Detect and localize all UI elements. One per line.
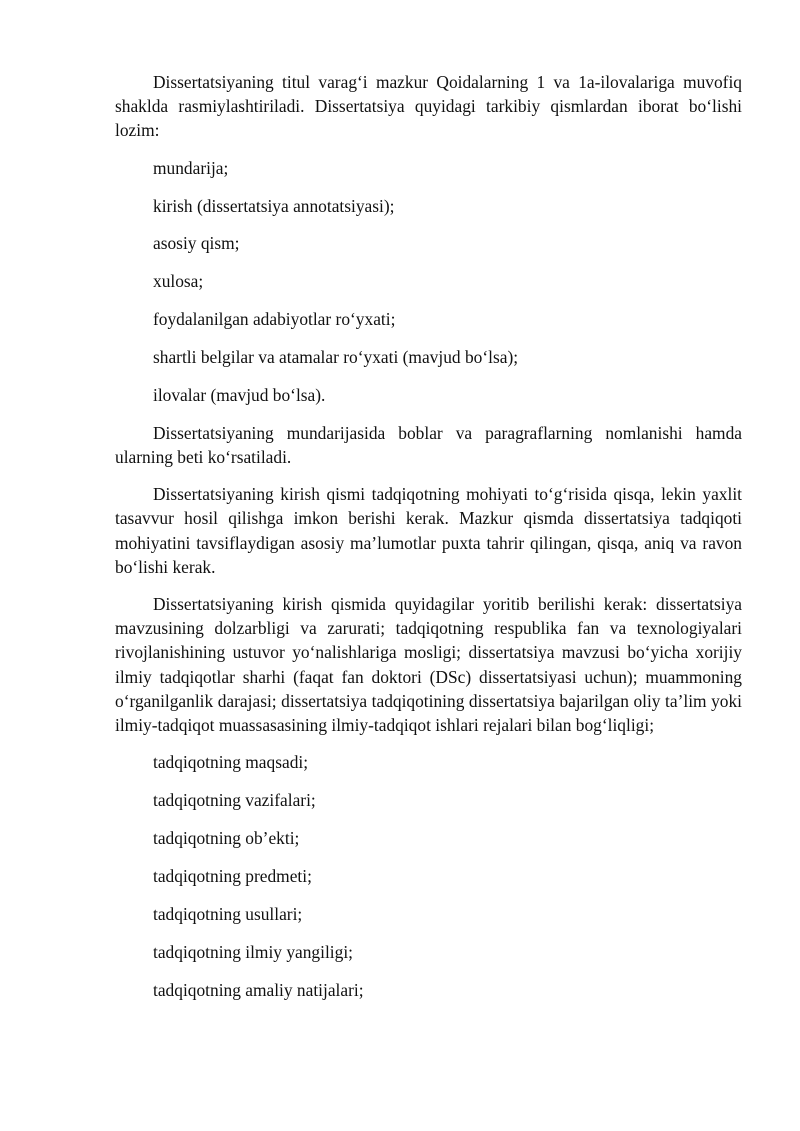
list-item: mundarija; [153, 157, 229, 178]
list-item: tadqiqotning usullari; [153, 903, 303, 924]
paragraph-introduction-contents: Dissertatsiyaning kirish qismida quyidagilar yoritib berilishi kerak: dissertatsiya mavzusining dolzarbligi va zarurati; tadqiqotning respublika fan va texnologiyalari rivojlanishining ustuvor yo‘nalishlariga mosligi; dissertatsiya mavzusi bo‘yicha xorijiy ilmiy tadqiqotlar sharhi (faqat fan doktori (DSc) dissertatsiyasi uchun); muammoning o‘rganilganlik darajasi; dissertatsiya tadqiqotining dissertatsiya bajarilgan oliy ta’lim yoki ilmiy-tadqiqot muassasasining ilmiy-tadqiqot ishlari rejalari bilan bog‘liqligi; [115, 594, 742, 736]
list-item: shartli belgilar va atamalar ro‘yxati (mavjud bo‘lsa); [153, 347, 519, 368]
structure-list [115, 156, 742, 408]
intro-list [115, 750, 742, 1002]
list-item: kirish (dissertatsiya annotatsiyasi); [153, 195, 395, 216]
paragraph-contents: Dissertatsiyaning mundarijasida boblar va paragraflarning nomlanishi hamda ularning beti ko‘rsatiladi. [115, 422, 742, 468]
paragraph-introduction: Dissertatsiyaning kirish qismi tadqiqotning mohiyati to‘g‘risida qisqa, lekin yaxlit tasavvur hosil qilishga imkon berishi kerak. Mazkur qismda dissertatsiya tadqiqoti mohiyatini tavsiflaydigan asosiy ma’lumotlar puxta tahrir qilingan, qisqa, aniq va ravon bo‘lishi kerak. [115, 484, 742, 577]
list-item: foydalanilgan adabiyotlar ro‘yxati; [153, 309, 396, 330]
list-item: tadqiqotning ob’ekti; [153, 828, 300, 849]
list-item: tadqiqotning ilmiy yangiligi; [153, 941, 353, 962]
paragraph-title-page-rules: Dissertatsiyaning titul varag‘i mazkur Qoidalarning 1 va 1a-ilovalariga muvofiq shaklda rasmiylashtiriladi. Dissertatsiya quyidagi tarkibiy qismlardan iborat bo‘lishi lozim: [115, 72, 742, 141]
list-item: tadqiqotning vazifalari; [153, 790, 316, 811]
list-item: asosiy qism; [153, 233, 240, 254]
list-item: tadqiqotning predmeti; [153, 865, 312, 886]
list-item: tadqiqotning amaliy natijalari; [153, 979, 364, 1000]
list-item: ilovalar (mavjud bo‘lsa). [153, 384, 326, 405]
list-item: tadqiqotning maqsadi; [153, 752, 309, 773]
list-item: xulosa; [153, 271, 204, 292]
document-page [115, 70, 742, 1016]
